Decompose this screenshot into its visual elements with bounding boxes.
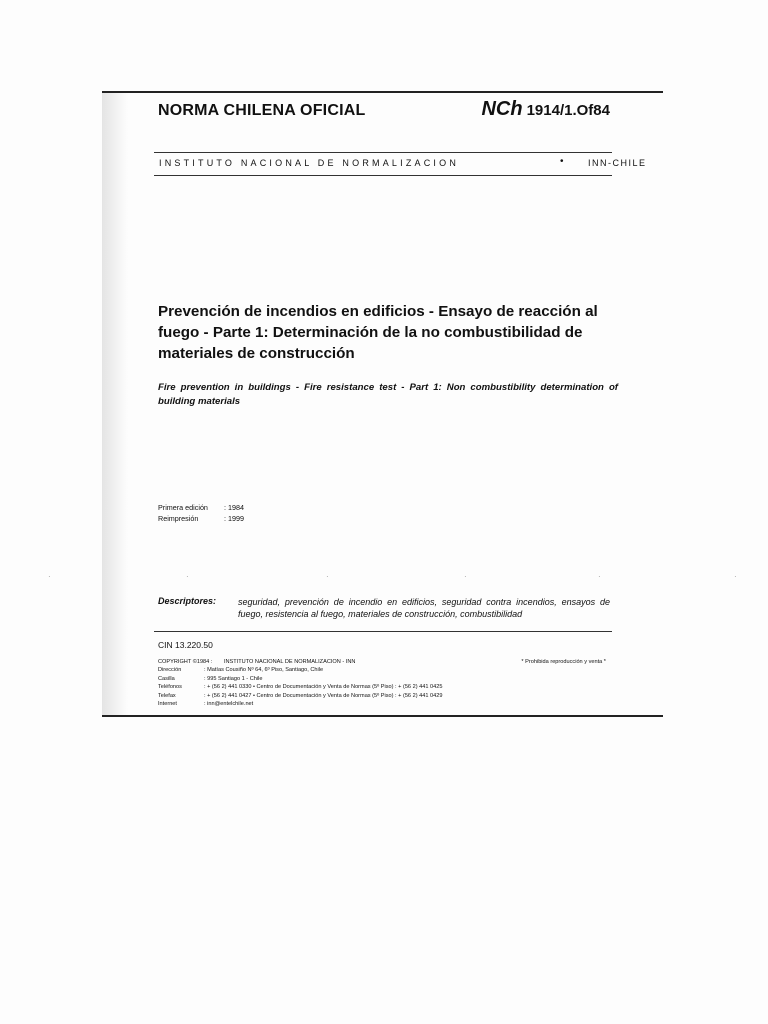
contact-value: : Matías Cousiño Nº 64, 6º Piso, Santiago, Chile xyxy=(204,667,324,674)
copyright-value: INSTITUTO NACIONAL DE NORMALIZACION - INN xyxy=(223,659,356,665)
code-number: 1914/1.Of84 xyxy=(526,102,610,119)
cover-sheet xyxy=(102,91,663,717)
copyright-note: * Prohibida reproducción y venta * xyxy=(521,659,606,665)
edition-row xyxy=(158,502,244,513)
norma-title: NORMA CHILENA OFICIAL xyxy=(158,102,366,119)
contact-value: : 995 Santiago 1 - Chile xyxy=(204,675,263,682)
descriptors-rule xyxy=(154,631,612,632)
institute-name: INSTITUTO NACIONAL DE NORMALIZACION xyxy=(159,158,460,168)
institute-band xyxy=(154,152,647,176)
contact-label: Casilla xyxy=(158,675,175,682)
contact-row xyxy=(158,700,614,708)
scan-speck: · xyxy=(464,572,467,581)
reprint-value: : 1999 xyxy=(224,514,244,523)
reprint-row xyxy=(158,513,244,524)
edition-value: : 1984 xyxy=(224,503,244,512)
title-spanish: Prevención de incendios en edificios - Ensayo de reacción al fuego - Parte 1: Determinación de la no combustibilidad de materiales de construcción xyxy=(158,303,598,362)
reprint-label: Reimpresión xyxy=(158,514,199,523)
contact-label: Teléfonos xyxy=(158,684,182,691)
edition-info xyxy=(158,502,244,524)
scan-speck: · xyxy=(186,572,189,581)
bottom-rule xyxy=(102,715,663,717)
title-english: Fire prevention in buildings - Fire resistance test - Part 1: Non combustibility determination of building materials xyxy=(158,382,618,407)
standard-code xyxy=(481,98,610,121)
top-rule xyxy=(102,91,663,93)
contact-row xyxy=(158,683,614,691)
contact-value: : + (56 2) 441 0427 • Centro de Documentación y Venta de Normas (5º Piso) : + (56 2) 441 0429 xyxy=(204,692,443,699)
scan-speck: · xyxy=(598,572,601,581)
institute-short: INN-CHILE xyxy=(588,158,647,168)
copyright-block xyxy=(158,658,614,708)
scan-speck: · xyxy=(734,572,737,581)
contact-row xyxy=(158,692,614,700)
header xyxy=(158,98,610,128)
contact-label: Dirección xyxy=(158,667,182,674)
scan-speck: · xyxy=(326,572,329,581)
copyright-label: COPYRIGHT ©1984 : xyxy=(158,659,213,665)
contact-row xyxy=(158,666,614,674)
scan-speck: · xyxy=(48,572,51,581)
contact-value: : + (56 2) 441 0330 • Centro de Documentación y Venta de Normas (5º Piso) : + (56 2) 441 0425 xyxy=(204,684,443,691)
descriptors-text: seguridad, prevención de incendio en edificios, seguridad contra incendios, ensayos de fuego, resistencia al fuego, materiales de construcción, combustibilidad xyxy=(238,597,610,619)
code-prefix: NCh xyxy=(481,98,523,120)
contact-label: Internet xyxy=(158,700,177,707)
contact-label: Telefax xyxy=(158,692,176,699)
contact-row xyxy=(158,675,614,683)
edition-label: Primera edición xyxy=(158,503,208,512)
cin-code: CIN 13.220.50 xyxy=(158,640,213,650)
copyright-row xyxy=(158,658,614,666)
descriptors-label: Descriptores: xyxy=(158,596,217,606)
bullet-separator: • xyxy=(560,156,564,167)
contact-value: : inn@entelchile.net xyxy=(204,700,254,707)
